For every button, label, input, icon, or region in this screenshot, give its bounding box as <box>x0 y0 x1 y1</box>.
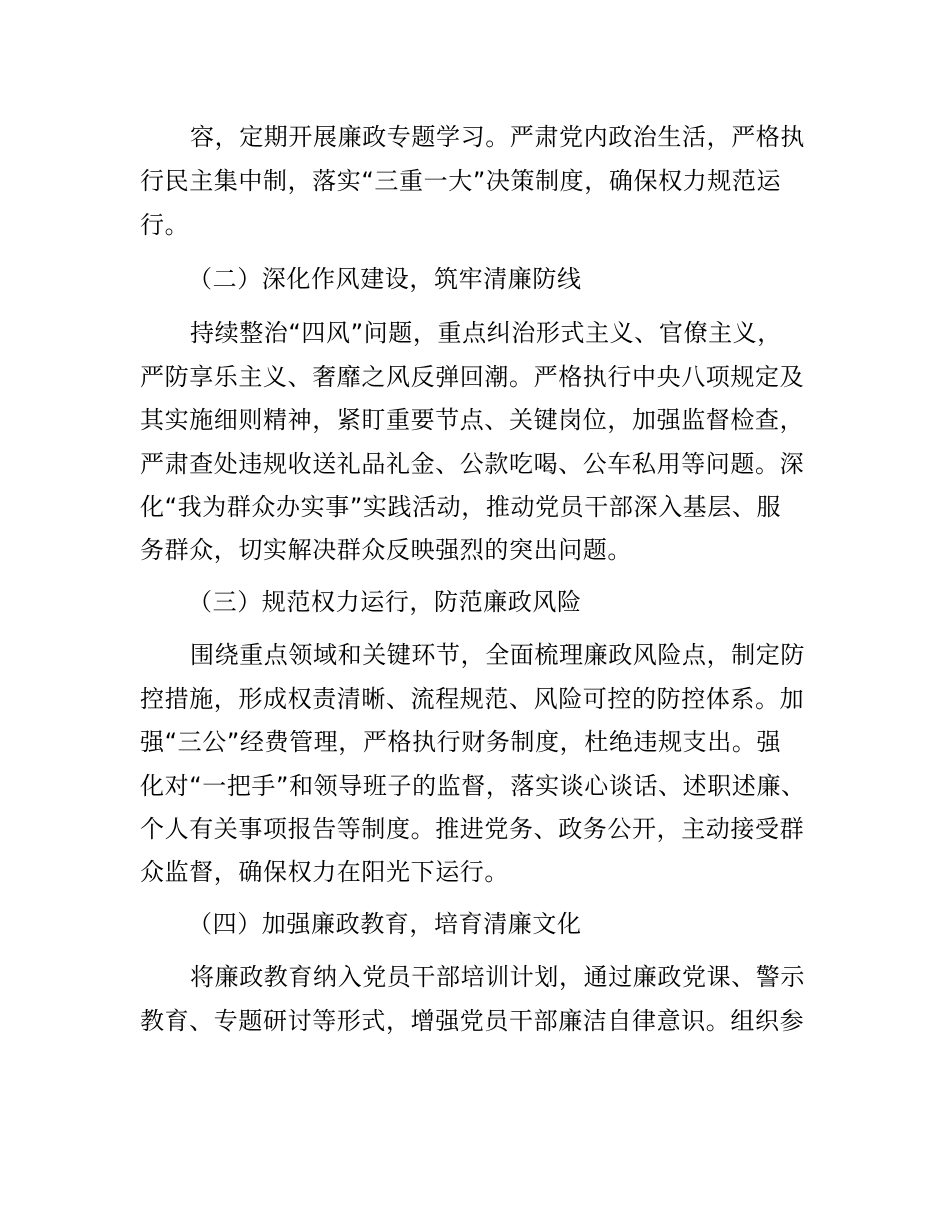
section-heading-3: （三）规范权力运行，防范廉政风险 <box>188 588 582 616</box>
text-line-2: 行民主集中制，落实“三重一大”决策制度，确保权力规范运 <box>140 167 782 195</box>
section-heading-4: （四）加强廉政教育，培育清廉文化 <box>188 910 582 938</box>
text-line-9: 化“我为群众办实事”实践活动，推动党员干部深入基层、服 <box>140 493 782 521</box>
text-line-12: 围绕重点领域和关键环节，全面梳理廉政风险点，制定防 <box>190 641 805 669</box>
text-line-15: 化对“一把手”和领导班子的监督，落实谈心谈话、述职述廉、 <box>140 772 806 800</box>
text-line-10: 务群众，切实解决群众反映强烈的突出问题。 <box>140 536 632 564</box>
text-line-8: 严肃查处违规收送礼品礼金、公款吃喝、公车私用等问题。深 <box>140 450 805 478</box>
text-line-16: 个人有关事项报告等制度。推进党务、政务公开，主动接受群 <box>140 815 805 843</box>
text-line-5: 持续整治“四风”问题，重点纠治形式主义、官僚主义， <box>190 319 782 347</box>
section-heading-2: （二）深化作风建设，筑牢清廉防线 <box>188 265 582 293</box>
text-line-20: 教育、专题研讨等形式，增强党员干部廉洁自律意识。组织参 <box>140 1007 805 1035</box>
text-line-17: 众监督，确保权力在阳光下运行。 <box>140 858 509 886</box>
text-line-13: 控措施，形成权责清晰、流程规范、风险可控的防控体系。加 <box>140 685 805 713</box>
text-line-3: 行。 <box>140 211 190 239</box>
text-line-14: 强“三公”经费管理，严格执行财务制度，杜绝违规支出。强 <box>140 728 782 756</box>
text-line-19: 将廉政教育纳入党员干部培训计划，通过廉政党课、警示 <box>190 963 805 991</box>
text-line-6: 严防享乐主义、奢靡之风反弹回潮。严格执行中央八项规定及 <box>140 363 805 391</box>
text-line-7: 其实施细则精神，紧盯重要节点、关键岗位，加强监督检查， <box>140 406 805 434</box>
text-line-1: 容，定期开展廉政专题学习。严肃党内政治生活，严格执 <box>190 123 805 151</box>
